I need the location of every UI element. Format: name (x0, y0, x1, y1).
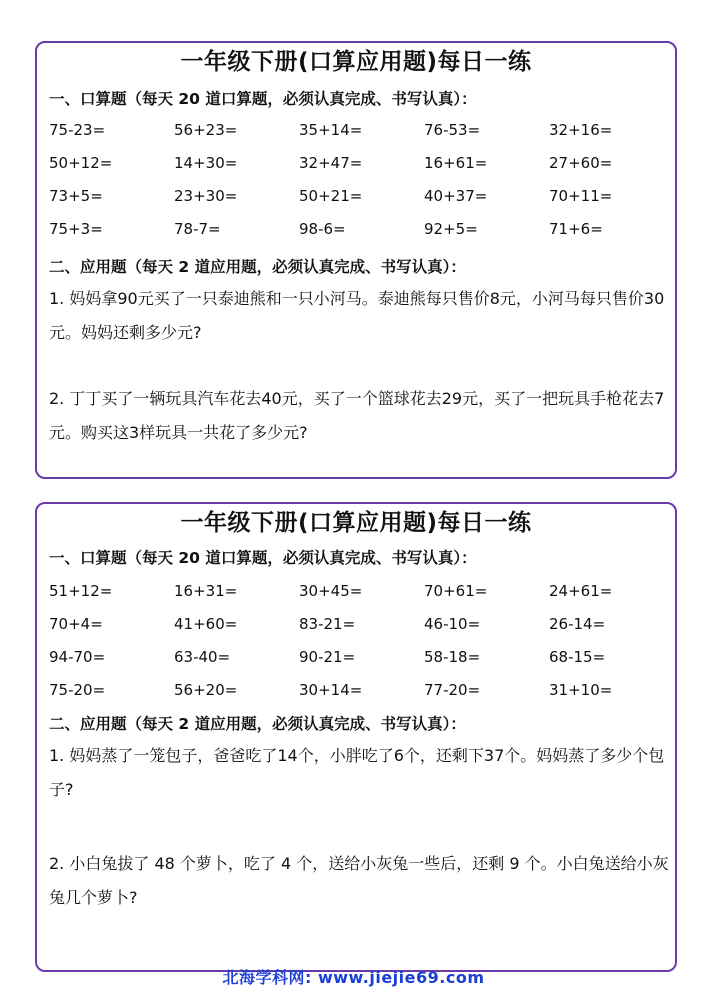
math-item: 73+5= (49, 187, 103, 205)
word-problem: 2. 小白兔拔了 48 个萝卜，吃了 4 个，送给小灰兔一些后，还剩 9 个。小白兔送给小灰兔几个萝卜? (49, 854, 669, 907)
math-item: 50+12= (49, 154, 113, 172)
math-item: 32+47= (299, 154, 363, 172)
word-problem-heading: 二、应用题（每天 2 道应用题，必须认真完成、书写认真）： (49, 258, 466, 276)
worksheet-title: 一年级下册(口算应用题)每日一练 (180, 510, 532, 536)
math-item: 70+61= (424, 582, 488, 600)
math-item: 78-7= (174, 220, 221, 238)
math-item: 63-40= (174, 648, 231, 666)
word-problem: 2. 丁丁买了一辆玩具汽车花去40元，买了一个篮球花去29元，买了一把玩具手枪花去7元。购买这3样玩具一共花了多少元? (49, 389, 665, 442)
math-item: 90-21= (299, 648, 356, 666)
math-item: 41+60= (174, 615, 238, 633)
word-problem: 1. 妈妈拿90元买了一只泰迪熊和一只小河马。泰迪熊每只售价8元，小河马每只售价30元。妈妈还剩多少元? (49, 289, 665, 342)
math-item: 76-53= (424, 121, 481, 139)
math-item: 83-21= (299, 615, 356, 633)
math-item: 58-18= (424, 648, 481, 666)
math-item: 35+14= (299, 121, 363, 139)
math-item: 75-23= (49, 121, 106, 139)
math-item: 16+31= (174, 582, 238, 600)
math-item: 70+4= (49, 615, 103, 633)
mental-math-heading: 一、口算题（每天 20 道口算题，必须认真完成、书写认真）： (49, 90, 477, 108)
math-item: 50+21= (299, 187, 363, 205)
math-item: 92+5= (424, 220, 478, 238)
math-item: 30+45= (299, 582, 363, 600)
mental-math-grid (49, 119, 669, 251)
mental-math-grid (49, 580, 669, 712)
math-item: 70+11= (549, 187, 613, 205)
worksheet-2 (35, 502, 677, 972)
math-item: 56+20= (174, 681, 238, 699)
site-watermark: 北海学科网: www.jiejie69.com (222, 968, 485, 987)
math-item: 68-15= (549, 648, 606, 666)
math-item: 26-14= (549, 615, 606, 633)
math-item: 77-20= (424, 681, 481, 699)
math-item: 75+3= (49, 220, 103, 238)
word-problem: 1. 妈妈蒸了一笼包子，爸爸吃了14个，小胖吃了6个，还剩下37个。妈妈蒸了多少个包子? (49, 746, 665, 799)
math-item: 27+60= (549, 154, 613, 172)
math-item: 46-10= (424, 615, 481, 633)
math-item: 30+14= (299, 681, 363, 699)
math-item: 94-70= (49, 648, 106, 666)
math-item: 31+10= (549, 681, 613, 699)
mental-math-heading: 一、口算题（每天 20 道口算题，必须认真完成、书写认真）： (49, 549, 477, 567)
math-item: 40+37= (424, 187, 488, 205)
word-problem-heading: 二、应用题（每天 2 道应用题，必须认真完成、书写认真）： (49, 715, 466, 733)
math-item: 23+30= (174, 187, 238, 205)
math-item: 14+30= (174, 154, 238, 172)
worksheet-title: 一年级下册(口算应用题)每日一练 (180, 49, 532, 75)
math-item: 24+61= (549, 582, 613, 600)
math-item: 32+16= (549, 121, 613, 139)
math-item: 56+23= (174, 121, 238, 139)
math-item: 51+12= (49, 582, 113, 600)
math-item: 16+61= (424, 154, 488, 172)
math-item: 98-6= (299, 220, 346, 238)
worksheet-1 (35, 41, 677, 479)
math-item: 75-20= (49, 681, 106, 699)
math-item: 71+6= (549, 220, 603, 238)
